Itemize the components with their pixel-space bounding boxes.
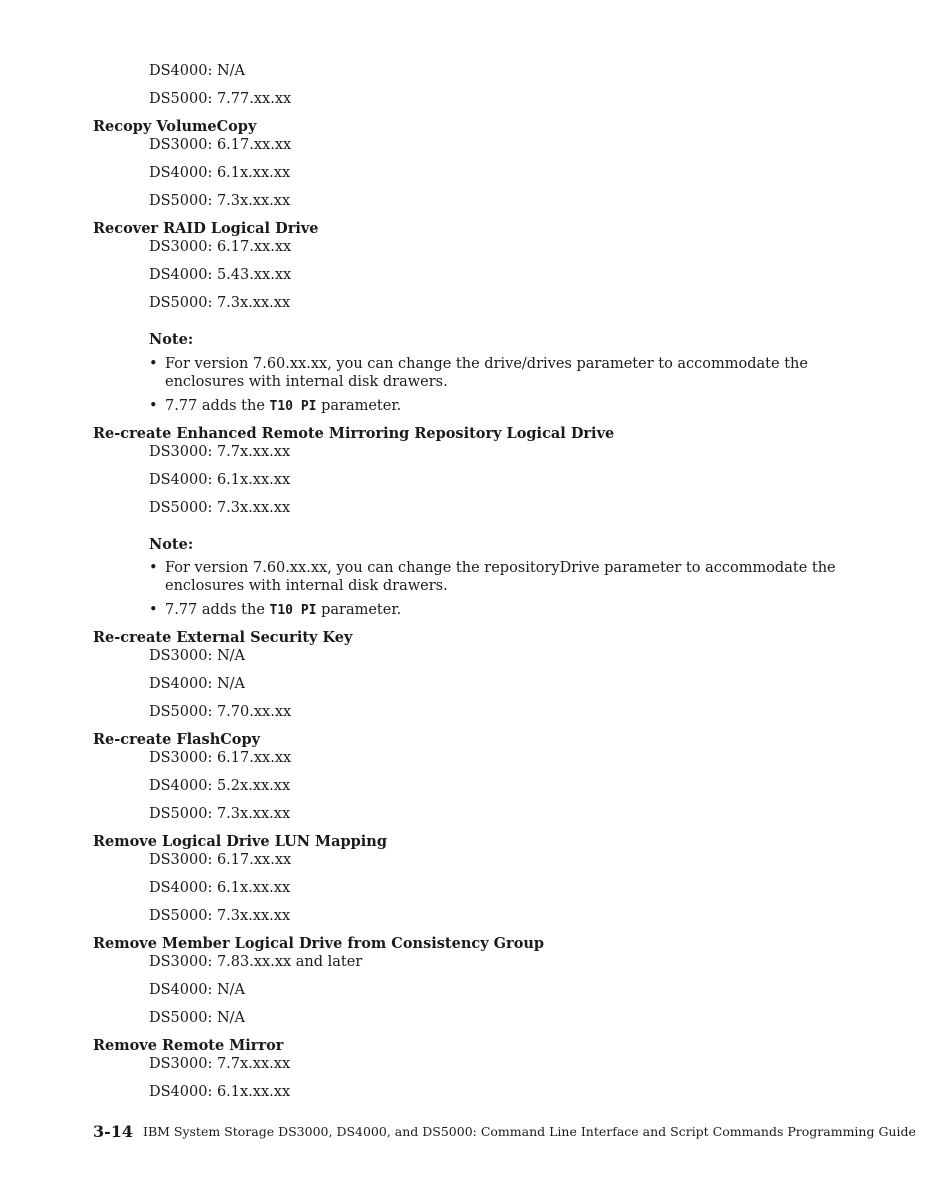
code-term: T10 PI (269, 603, 317, 618)
version-ds3000: DS3000: 6.17.xx.xx (149, 239, 292, 255)
note-label: Note: (149, 331, 194, 348)
section-heading: Recopy VolumeCopy (93, 118, 257, 135)
version-ds5000: DS5000: 7.77.xx.xx (149, 91, 292, 107)
section-heading: Recover RAID Logical Drive (93, 220, 319, 237)
note-bullet-text: For version 7.60.xx.xx, you can change the repositoryDrive parameter to accommodate the (165, 560, 836, 576)
version-ds4000: DS4000: 6.1x.xx.xx (149, 1084, 291, 1100)
note-bullet-text: enclosures with internal disk drawers. (165, 374, 448, 390)
version-ds4000: DS4000: 6.1x.xx.xx (149, 472, 291, 488)
bullet-glyph: • (149, 356, 158, 372)
version-ds4000: DS4000: N/A (149, 63, 245, 79)
version-ds5000: DS5000: 7.3x.xx.xx (149, 193, 291, 209)
version-ds3000: DS3000: 6.17.xx.xx (149, 137, 292, 153)
note-bullet-text (165, 601, 401, 620)
note-bullet-text: For version 7.60.xx.xx, you can change the drive/drives parameter to accommodate the (165, 356, 808, 372)
version-ds3000: DS3000: N/A (149, 648, 245, 664)
section-heading: Re-create FlashCopy (93, 731, 261, 748)
text-fragment: parameter. (316, 398, 402, 414)
version-ds4000: DS4000: N/A (149, 676, 245, 692)
version-ds3000: DS3000: 7.83.xx.xx and later (149, 954, 363, 970)
version-ds3000: DS3000: 7.7x.xx.xx (149, 444, 291, 460)
bullet-glyph: • (149, 602, 158, 618)
text-fragment: parameter. (316, 602, 402, 618)
version-ds4000: DS4000: 6.1x.xx.xx (149, 165, 291, 181)
section-heading: Re-create Enhanced Remote Mirroring Repository Logical Drive (93, 425, 615, 442)
text-fragment: 7.77 adds the (165, 398, 270, 414)
version-ds5000: DS5000: 7.3x.xx.xx (149, 806, 291, 822)
footer-title: IBM System Storage DS3000, DS4000, and DS5000: Command Line Interface and Script Commands Programming Guide (143, 1124, 916, 1139)
page-number: 3-14 (93, 1122, 134, 1141)
version-ds5000: DS5000: 7.3x.xx.xx (149, 908, 291, 924)
version-ds5000: DS5000: 7.3x.xx.xx (149, 500, 291, 516)
version-ds4000: DS4000: 6.1x.xx.xx (149, 880, 291, 896)
text-fragment: 7.77 adds the (165, 602, 270, 618)
version-ds5000: DS5000: 7.3x.xx.xx (149, 295, 291, 311)
note-bullet-text: enclosures with internal disk drawers. (165, 578, 448, 594)
section-heading: Remove Logical Drive LUN Mapping (93, 833, 387, 850)
version-ds4000: DS4000: N/A (149, 982, 245, 998)
code-term: T10 PI (269, 399, 317, 414)
section-heading: Re-create External Security Key (93, 629, 353, 646)
version-ds5000: DS5000: 7.70.xx.xx (149, 704, 292, 720)
version-ds3000: DS3000: 7.7x.xx.xx (149, 1056, 291, 1072)
section-heading: Remove Member Logical Drive from Consistency Group (93, 935, 545, 952)
version-ds4000: DS4000: 5.43.xx.xx (149, 267, 292, 283)
bullet-glyph: • (149, 560, 158, 576)
section-heading: Remove Remote Mirror (93, 1037, 284, 1054)
bullet-glyph: • (149, 398, 158, 414)
version-ds3000: DS3000: 6.17.xx.xx (149, 852, 292, 868)
note-label: Note: (149, 536, 194, 553)
version-ds5000: DS5000: N/A (149, 1010, 245, 1026)
note-bullet-text (165, 397, 401, 416)
version-ds3000: DS3000: 6.17.xx.xx (149, 750, 292, 766)
version-ds4000: DS4000: 5.2x.xx.xx (149, 778, 291, 794)
